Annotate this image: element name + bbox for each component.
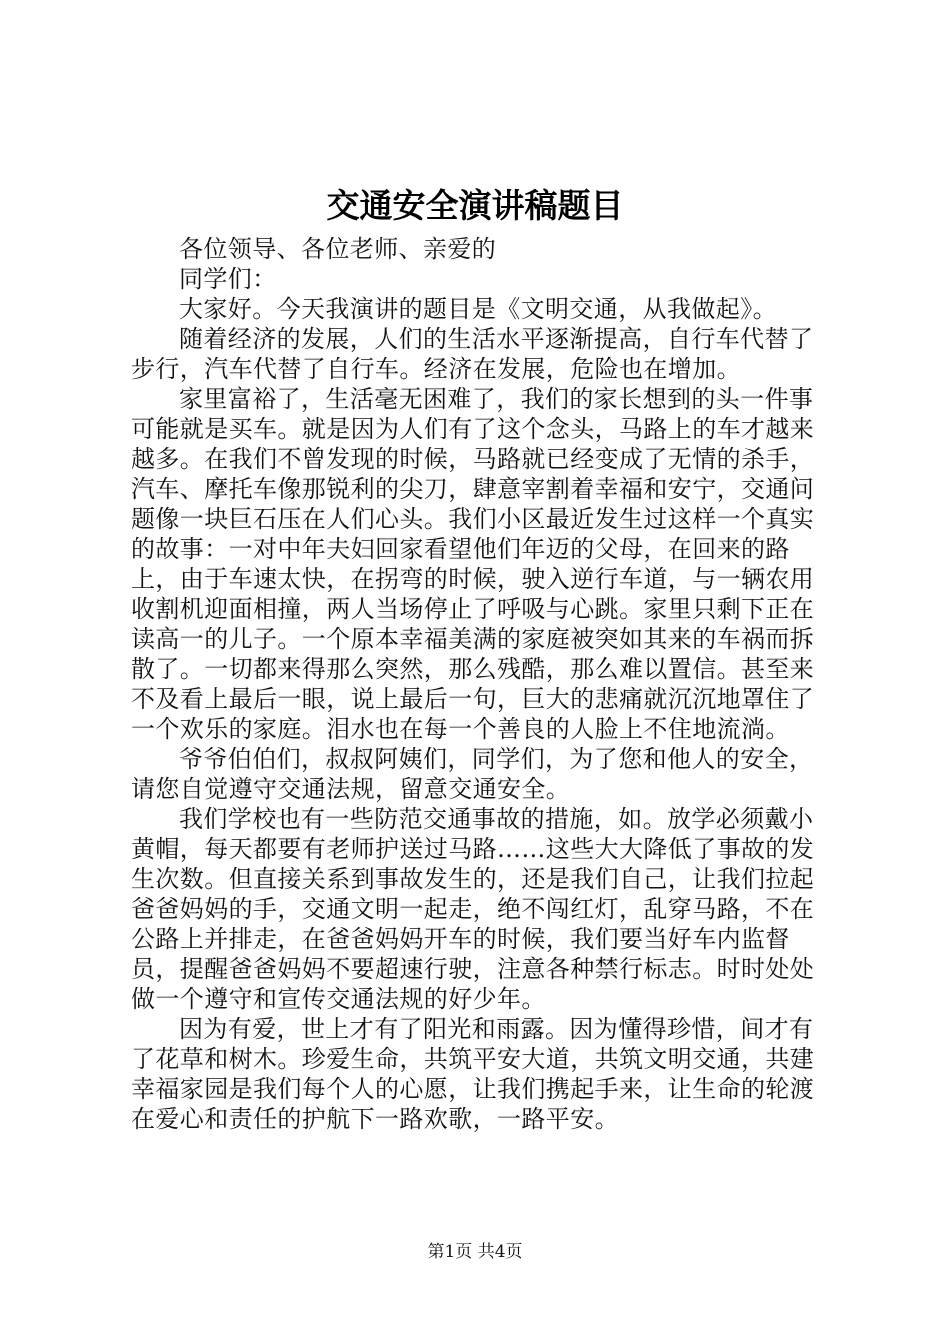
paragraph-greeting: 大家好。今天我演讲的题目是《文明交通，从我做起》。 — [179, 295, 777, 323]
paragraph-salutation-1: 各位领导、各位老师、亲爱的 — [179, 235, 497, 263]
paragraph: 我们学校也有一些防范交通事故的措施，如。放学必须戴小黄帽，每天都要有老师护送过马路……这些大大降低了事故的发生次数。但直接关系到事故发生的，还是我们自己，让我们拉起爸爸妈妈的手，交通文明一起走，绝不闯红灯，乱穿马路，不在公路上并排走，在爸爸妈妈开车的时候，我们要当好车内监督员，提醒爸爸妈妈不要超速行驶，注意各种禁行标志。时时处处做一个遵守和宣传交通法规的好少年。 — [131, 805, 815, 1013]
paragraph: 随着经济的发展，人们的生活水平逐渐提高，自行车代替了步行，汽车代替了自行车。经济在发展，危险也在增加。 — [131, 325, 814, 383]
page-title: 交通安全演讲稿题目 — [326, 186, 624, 225]
paragraph-salutation-2: 同学们： — [179, 265, 277, 293]
document-body — [131, 234, 831, 1134]
paragraph: 家里富裕了，生活毫无困难了，我们的家长想到的头一件事可能就是买车。就是因为人们有了这个念头，马路上的车才越来越多。在我们不曾发现的时候，马路就已经变成了无情的杀手，汽车、摩托车像那锐利的尖刀，肆意宰割着幸福和安宁，交通问题像一块巨石压在人们心头。我们小区最近发生过这样一个真实的故事：一对中年夫妇回家看望他们年迈的父母，在回来的路上，由于车速太快，在拐弯的时候，驶入逆行车道，与一辆农用收割机迎面相撞，两人当场停止了呼吸与心跳。家里只剩下正在读高一的儿子。一个原本幸福美满的家庭被突如其来的车祸而拆散了。一切都来得那么突然，那么残酷，那么难以置信。甚至来不及看上最后一眼，说上最后一句，巨大的悲痛就沉沉地罩住了一个欢乐的家庭。泪水也在每一个善良的人脸上不住地流淌。 — [131, 385, 815, 743]
paragraph: 爷爷伯伯们，叔叔阿姨们，同学们，为了您和他人的安全，请您自觉遵守交通法规，留意交通安全。 — [131, 745, 814, 803]
paragraph: 因为有爱，世上才有了阳光和雨露。因为懂得珍惜，间才有了花草和树木。珍爱生命，共筑平安大道，共筑文明交通，共建幸福家园是我们每个人的心愿，让我们携起手来，让生命的轮渡在爱心和责任的护航下一路欢歌，一路平安。 — [131, 1015, 815, 1133]
page-footer: 第1页 共4页 — [427, 1242, 523, 1262]
